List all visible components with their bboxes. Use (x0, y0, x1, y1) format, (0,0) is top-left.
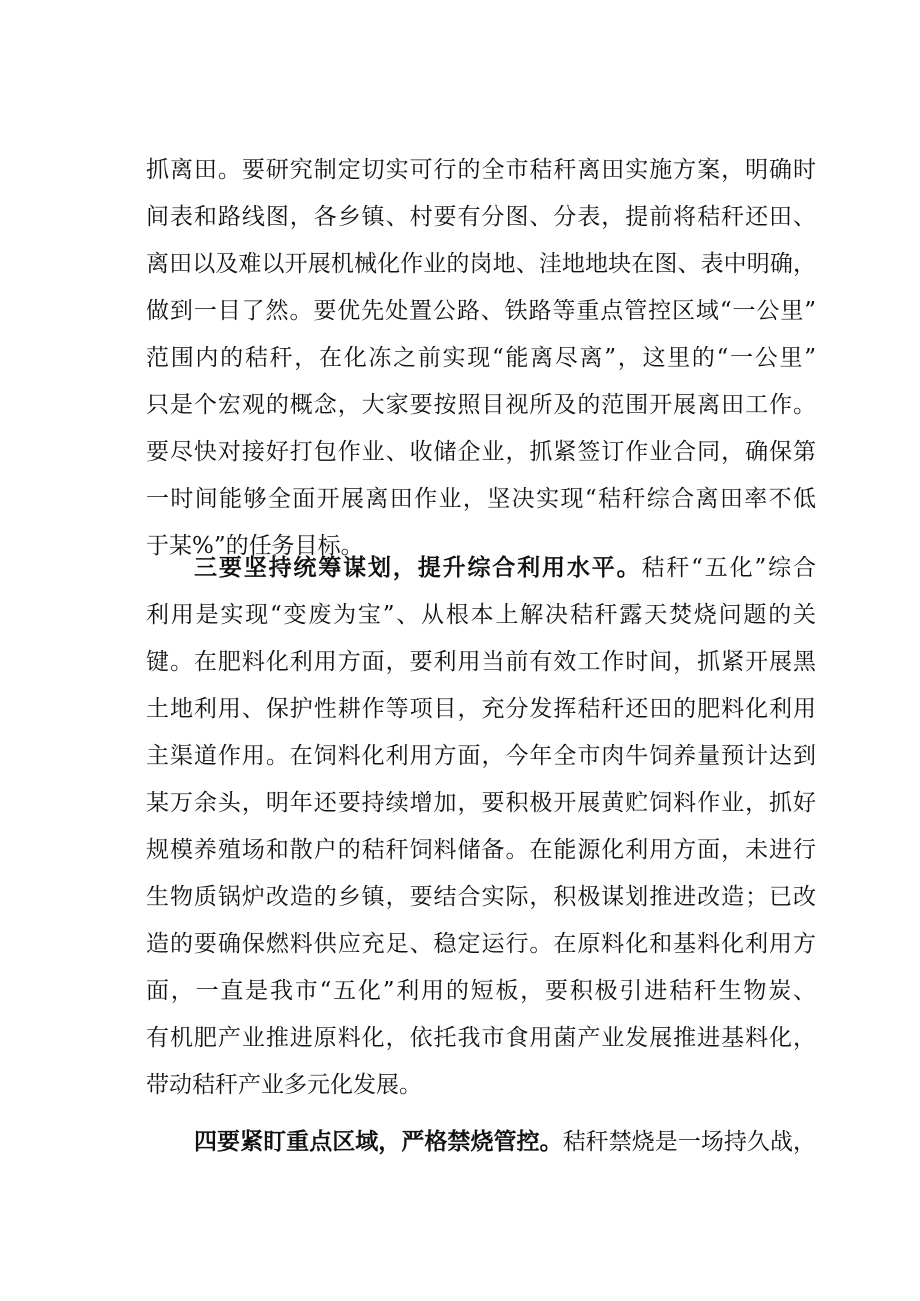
text-line: 利用是实现“变废为宝”、从根本上解决秸秆露天焚烧问题的关 (146, 602, 816, 628)
text-line: 抓离田。要研究制定切实可行的全市秸秆离田实施方案，明确时 (146, 157, 816, 183)
paragraph-text: 秸秆“五化”综合 (641, 555, 816, 581)
text-line: 土地利用、保护性耕作等项目，充分发挥秸秆还田的肥料化利用 (146, 696, 816, 722)
text-line: 做到一目了然。要优先处置公路、铁路等重点管控区域“一公里” (146, 298, 816, 324)
text-line: 造的要确保燃料供应充足、稳定运行。在原料化和基料化利用方 (146, 931, 816, 957)
text-line: 有机肥产业推进原料化，依托我市食用菌产业发展推进基料化， (146, 1025, 816, 1051)
text-line: 只是个宏观的概念，大家要按照目视所及的范围开展离田工作。 (146, 392, 816, 418)
paragraph-heading: 三要坚持统筹谋划，提升综合利用水平。 (194, 555, 642, 581)
text-line: 面，一直是我市“五化”利用的短板，要积极引进秸秆生物炭、 (146, 978, 816, 1004)
text-line: 规模养殖场和散户的秸秆饲料储备。在能源化利用方面，未进行 (146, 837, 816, 863)
text-line: 一时间能够全面开展离田作业，坚决实现“秸秆综合离田率不低 (146, 486, 816, 512)
paragraph-first-line (194, 1122, 816, 1162)
text-line: 生物质锅炉改造的乡镇，要结合实际，积极谋划推进改造；已改 (146, 884, 816, 910)
paragraph-text: 秸秆禁烧是一场持久战， (562, 1129, 817, 1155)
text-line: 主渠道作用。在饲料化利用方面，今年全市肉牛饲养量预计达到 (146, 743, 816, 769)
text-line: 离田以及难以开展机械化作业的岗地、洼地地块在图、表中明确， (146, 251, 816, 277)
text-line: 某万余头，明年还要持续增加，要积极开展黄贮饲料作业，抓好 (146, 790, 816, 816)
text-line: 要尽快对接好打包作业、收储企业，抓紧签订作业合同，确保第 (146, 439, 816, 465)
text-line: 带动秸秆产业多元化发展。 (146, 1072, 422, 1098)
text-line: 键。在肥料化利用方面，要利用当前有效工作时间，抓紧开展黑 (146, 649, 816, 675)
text-line: 间表和路线图，各乡镇、村要有分图、分表，提前将秸秆还田、 (146, 204, 816, 230)
paragraph-heading: 四要紧盯重点区域，严格禁烧管控。 (194, 1129, 563, 1155)
text-line: 于某%”的任务目标。 (146, 533, 364, 559)
paragraph-first-line (194, 548, 816, 588)
text-line: 范围内的秸秆，在化冻之前实现“能离尽离”，这里的“一公里” (146, 345, 816, 371)
